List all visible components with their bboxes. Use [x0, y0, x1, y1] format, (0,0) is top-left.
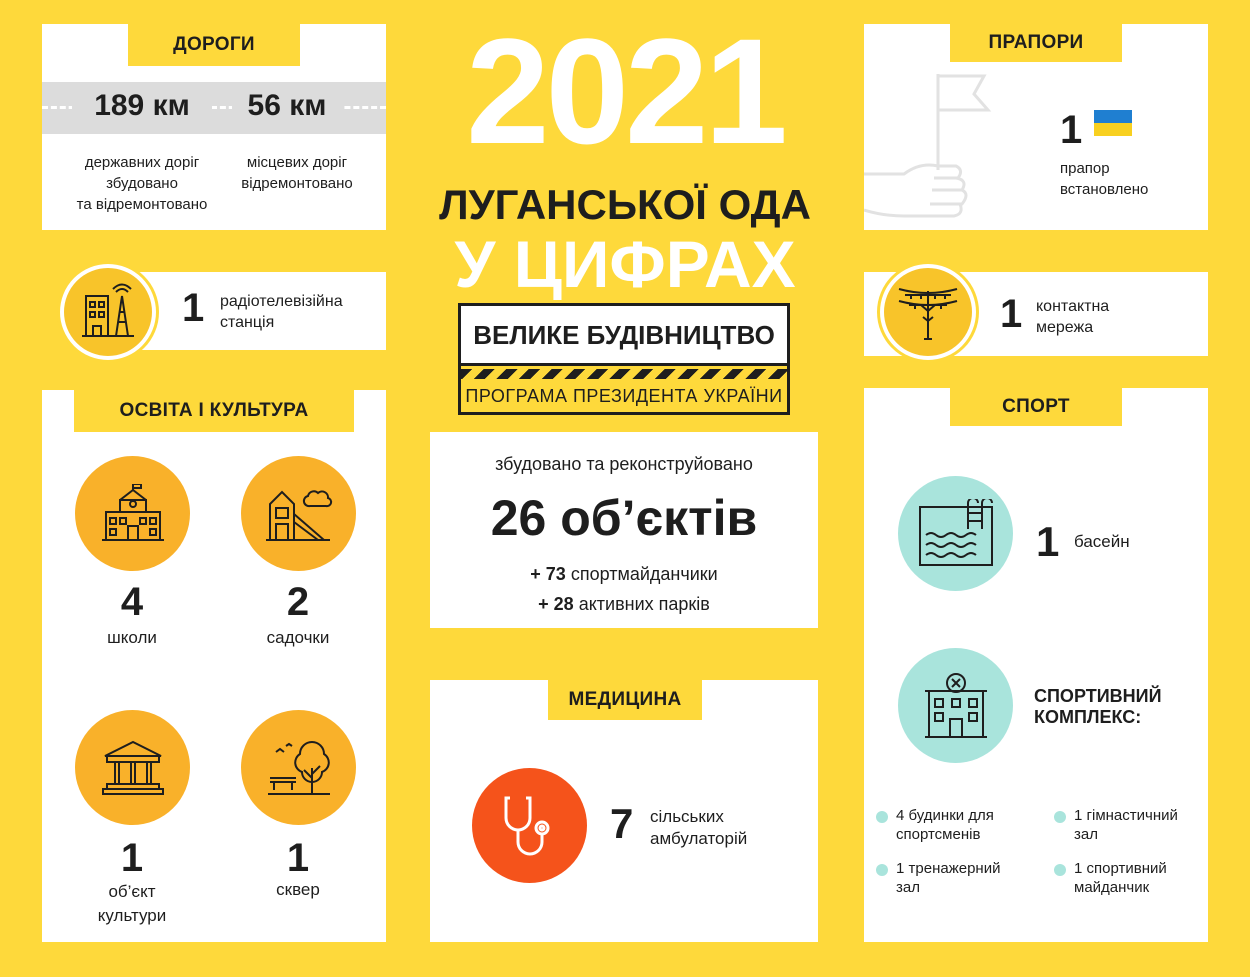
flag-bottom-stripe: [1094, 123, 1132, 136]
gym-hall-item: 1 тренажерний зал: [896, 860, 1001, 896]
banner-stripe: [461, 369, 787, 379]
ambulatory-label: сільських амбулаторій: [650, 807, 748, 848]
culture-label: об’єкт культури: [97, 882, 167, 925]
square-value: 1: [286, 836, 310, 880]
bullet-dot: [876, 811, 888, 823]
roads-card: [42, 24, 386, 230]
bullet-dot: [1054, 864, 1066, 876]
sport-ground-item: 1 спортивний майданчик: [1074, 860, 1167, 896]
contact-value: 1: [1000, 292, 1023, 336]
museum-icon: [75, 710, 190, 825]
radio-value: 1: [182, 286, 205, 330]
pool-icon: [898, 476, 1013, 591]
kindergarten-icon: [241, 456, 356, 571]
year-title: 2021: [466, 7, 784, 175]
bullet-dot: [1054, 811, 1066, 823]
gymnastics-hall-item: 1 гімнастичний зал: [1074, 807, 1178, 843]
sport-complex-icon: [898, 648, 1013, 763]
header-line2: У ЦИФРАХ: [454, 227, 796, 301]
contact-label: контактна мережа: [1036, 298, 1110, 336]
objects-card: [430, 432, 818, 628]
pool-label: басейн: [1074, 532, 1130, 551]
radio-tower-icon: [60, 264, 156, 360]
athletes-houses-item: 4 будинки для спортсменів: [896, 807, 994, 843]
state-roads-value: 189 км: [72, 89, 212, 123]
objects-total: 26 об’єктів: [490, 490, 758, 546]
school-icon: [75, 456, 190, 571]
banner-sub-text: ПРОГРАМА ПРЕЗИДЕНТА УКРАЇНИ: [465, 386, 783, 406]
parks-extra: + 28 активних парків: [538, 594, 710, 614]
flags-card: [864, 24, 1208, 230]
culture-value: 1: [120, 836, 144, 880]
education-title: ОСВІТА І КУЛЬТУРА: [74, 390, 354, 432]
bullet-dot: [876, 864, 888, 876]
kindergartens-value: 2: [286, 580, 310, 624]
radio-label: радіотелевізійна станція: [220, 293, 343, 331]
sport-complex-title: СПОРТИВНИЙ КОМПЛЕКС:: [1034, 686, 1162, 727]
flags-value: 1: [1060, 108, 1083, 152]
program-banner: [458, 303, 790, 415]
pool-value: 1: [1036, 518, 1060, 565]
park-tree-icon: [241, 710, 356, 825]
objects-intro: збудовано та реконструйовано: [495, 454, 753, 474]
power-line-icon: [880, 264, 976, 360]
header-line1: ЛУГАНСЬКОЇ ОДА: [439, 181, 811, 228]
hand-flag-icon: [864, 70, 1014, 220]
ambulatory-value: 7: [610, 800, 634, 847]
local-roads-value: 56 км: [232, 89, 342, 123]
banner-main-text: ВЕЛИКЕ БУДІВНИЦТВО: [473, 320, 775, 350]
square-label: сквер: [276, 880, 320, 899]
flag-top-stripe: [1094, 110, 1132, 123]
ukraine-flag-icon: [1094, 110, 1132, 136]
sport-title: СПОРТ: [950, 388, 1122, 426]
sport-grounds-extra: + 73 спортмайданчики: [530, 564, 718, 584]
stethoscope-icon: [472, 768, 587, 883]
flags-title: ПРАПОРИ: [950, 24, 1122, 62]
local-roads-label: місцевих доріг відремонтовано: [241, 154, 353, 192]
state-roads-label: державних доріг збудовано та відремонтовано: [76, 154, 208, 213]
schools-label: школи: [107, 628, 157, 647]
roads-title: ДОРОГИ: [128, 24, 300, 66]
kindergartens-label: садочки: [266, 628, 330, 647]
medicine-title: МЕДИЦИНА: [548, 680, 702, 720]
flags-label: прапор встановлено: [1060, 160, 1149, 198]
schools-value: 4: [120, 580, 144, 624]
